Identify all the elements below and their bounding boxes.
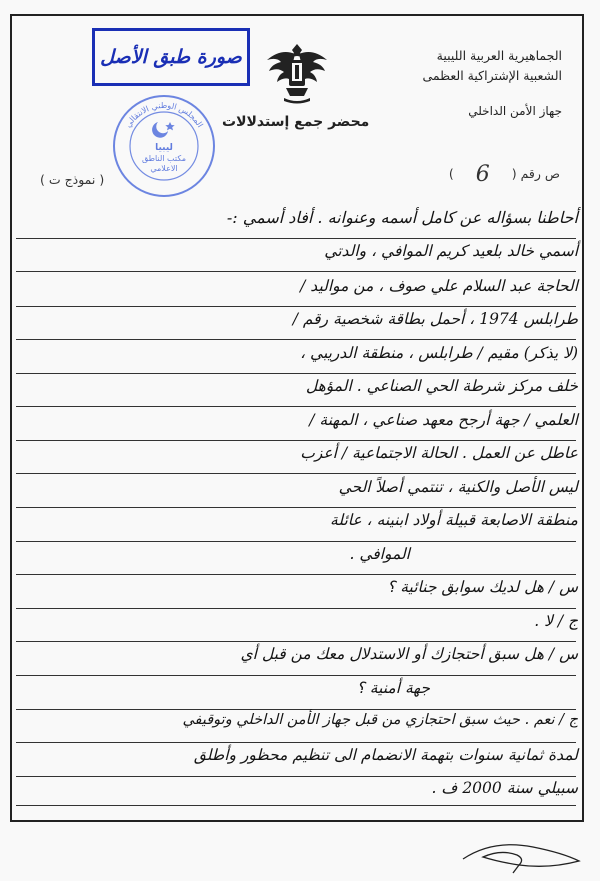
ruled-line <box>16 406 576 407</box>
handwritten-line-10: منطقة الاصابعة قبيلة أولاد ابنينه ، عائلة <box>330 511 578 529</box>
stamp-inner-line3: الاعلامي <box>150 164 178 173</box>
true-copy-stamp: صورة طبق الأصل <box>92 28 250 86</box>
page-number-value: 6 <box>475 162 490 187</box>
ruled-line <box>16 574 576 575</box>
handwritten-line-18: سبيلي سنة 2000 ف . <box>431 779 578 797</box>
handwritten-line-2: أسمي خالد بلعيد كريم الموافي ، والدتي <box>324 242 578 260</box>
handwritten-line-14: س / هل سبق أحتجازك أو الاستدلال معك من قبل أي <box>240 645 578 663</box>
header-country-line2: الشعبية الإشتراكية العظمى <box>422 68 562 83</box>
handwritten-line-3: الحاجة عبد السلام علي صوف ، من مواليد / <box>300 277 578 295</box>
ruled-line <box>16 709 576 710</box>
stamp-inner-line1: ليبيا <box>155 143 173 153</box>
ruled-line <box>16 306 576 307</box>
handwritten-line-13: ج / لا . <box>534 612 578 630</box>
handwritten-line-7: العلمي / جهة أرجح معهد صناعي ، المهنة / <box>309 411 578 429</box>
ruled-line <box>16 440 576 441</box>
handwritten-line-17: لمدة ثمانية سنوات بتهمة الانضمام الى تنظيم محظور وأطلق <box>193 746 578 764</box>
ruled-line <box>16 641 576 642</box>
handwritten-line-4: طرابلس 1974 ، أحمل بطاقة شخصية رقم / <box>292 310 578 328</box>
ruled-line <box>16 339 576 340</box>
page-number-field: ص رقم (6) <box>448 162 560 187</box>
ruled-line <box>16 742 576 743</box>
header-country-line1: الجماهيرية العربية الليبية <box>436 48 562 63</box>
handwritten-line-6: خلف مركز شرطة الحي الصناعي . المؤهل <box>305 377 578 395</box>
header-agency: جهاز الأمن الداخلي <box>468 104 562 118</box>
ruled-line <box>16 608 576 609</box>
signature-scribble <box>455 835 585 875</box>
page-number-label: ص رقم <box>520 166 560 181</box>
handwritten-line-11: الموافي . <box>349 545 410 563</box>
handwritten-line-12: س / هل لديك سوابق جنائية ؟ <box>387 578 578 596</box>
ruled-line <box>16 473 576 474</box>
ruled-line <box>16 507 576 508</box>
handwritten-line-16: ج / نعم . حيث سبق احتجازي من قبل جهاز الأمن الداخلي وتوقيفي <box>182 712 578 728</box>
form-code-label: ( نموذج ت ) <box>40 172 105 187</box>
handwritten-line-8: عاطل عن العمل . الحالة الاجتماعية / أعزب <box>300 444 578 462</box>
ruled-line <box>16 238 576 239</box>
star-icon <box>165 122 174 130</box>
handwritten-line-1: أحاطنا بسؤاله عن كامل أسمه وعنوانه . أفاد أسمي :- <box>226 208 578 227</box>
stamp-outer-text: المجلس الوطني الانتقالي <box>123 101 205 130</box>
crescent-icon <box>152 122 168 138</box>
handwritten-line-9: ليس الأصل والكنية ، تنتمي أصلاً الحي <box>338 478 578 496</box>
handwritten-line-5: (لا يذكر) مقيم / طرابلس ، منطقة الدريبي ، <box>300 344 578 362</box>
stamp-inner-line2: مكتب الناطق <box>141 154 187 163</box>
ruled-line <box>16 373 576 374</box>
ruled-line <box>16 271 576 272</box>
eagle-emblem-icon <box>262 38 332 106</box>
handwritten-line-15: جهة أمنية ؟ <box>356 679 430 697</box>
ruled-line <box>16 776 576 777</box>
page-title: محضر جمع إستدلالات <box>222 114 370 130</box>
ruled-line <box>16 541 576 542</box>
round-official-stamp <box>110 92 218 200</box>
ruled-line <box>16 805 576 806</box>
ruled-line <box>16 675 576 676</box>
